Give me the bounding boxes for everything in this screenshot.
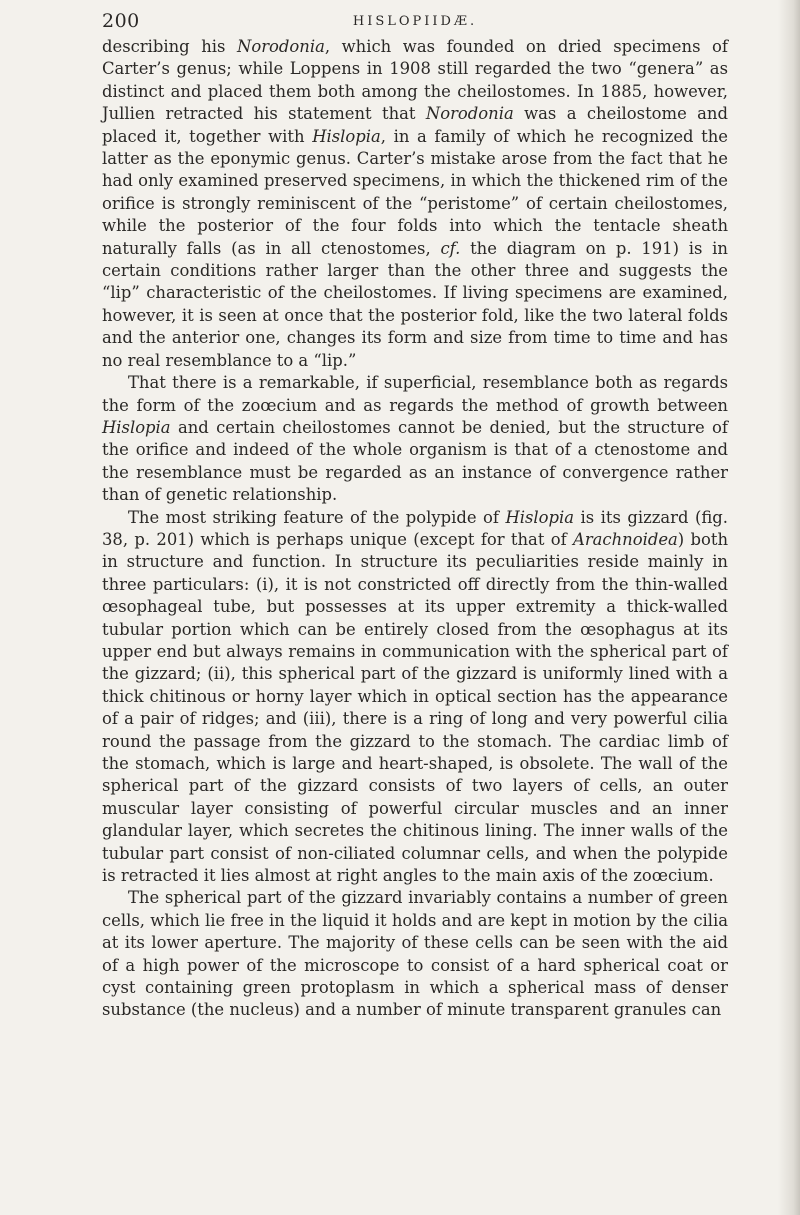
text-run: The most striking feature of the polypide of [128,507,506,527]
paragraph-1 [102,36,728,372]
text-run: That there is a remarkable, if superficial, resemblance both as regards the form of the zoœcium and as regards the method of growth between [102,373,728,415]
text-run: , which was founded on dried specimens of Carter’s genus; while Loppens in 1908 still regarded the two “genera” as distinct and placed them both among the cheilostomes. In 1885, however, Jullien retracted his statement that [102,37,728,124]
paragraph-3 [102,507,728,888]
text-run: , in a family of which he recognized the latter as the eponymic genus. Carter’s mistake arose from the fact that he had only examined preserved specimens, in which the thickened rim of the orifice is strongly reminiscent of the “peristome” of certain cheilostomes, while the posterior of the four folds into which the tentacle sheath naturally falls (as in all ctenostomes, [102,126,729,258]
paragraph-4 [102,887,728,1021]
italic-term: cf. [440,238,461,258]
page-edge-shadow [778,0,800,1215]
page-number: 200 [102,10,140,32]
text-run: The spherical part of the gizzard invariably contains a number of green cells, which lie free in the liquid it holds and are kept in motion by the cilia at its lower aperture. The majority of these cells can be seen with the aid of a high power of the microscope to consist of a hard spherical coat or cyst containing green protoplasm in which a spherical mass of denser substance (the nucleus) and a number of minute transparent granules can [102,888,728,1020]
paragraph-2 [102,372,728,506]
text-run: is its gizzard (fig. 38, p. 201) which is perhaps unique (except for that of [102,507,728,549]
italic-term: Hislopia [505,507,575,527]
text-run: was a cheilostome and placed it, together with [102,104,728,146]
italic-term: Arachnoidea [572,529,678,549]
italic-term: Hislopia [312,126,381,146]
text-run: the diagram on p. 191) is in certain conditions rather larger than the other three and suggests the “lip” characteristic of the cheilostomes. If living specimens are examined, however, it is seen at once that the posterior fold, like the two lateral folds and the anterior one, changes its form and size from time to time and has no real resemblance to a “lip.” [102,238,728,370]
italic-term: Norodonia [237,37,325,56]
italic-term: Hislopia [102,417,171,437]
body-text [102,36,728,1022]
text-run: describing his [102,37,238,56]
running-title: HISLOPIIDÆ. [352,14,478,29]
text-run: ) both in structure and function. In structure its peculiarities reside mainly in three particulars: (i), it is not constricted off directly from the thin-walled œsophageal tube, but possesses at its upper extremity a thick-walled tubular portion which can be entirely closed from the œsophagus at its upper end but always remains in communication with the spherical part of the gizzard; (ii), this spherical part of the gizzard is uniformly lined with a thick chitinous or horny layer which in optical section has the appearance of a pair of ridges; and (iii), there is a ring of long and very powerful cilia round the passage from the gizzard to the stomach. The cardiac limb of the stomach, which is large and heart-shaped, is obsolete. The wall of the spherical part of the gizzard consists of two layers of cells, an outer muscular layer consisting of powerful circular muscles and an inner glandular layer, which secretes the chitinous lining. The inner walls of the tubular part consist of non-ciliated columnar cells, and when the polypide is retracted it lies almost at right angles to the main axis of the zoœcium. [102,529,729,886]
text-run: and certain cheilostomes cannot be denied, but the structure of the orifice and indeed of the whole organism is that of a ctenostome and the resemblance must be regarded as an instance of convergence rather than of genetic relationship. [102,417,728,505]
italic-term: Norodonia [425,104,514,124]
running-head [102,8,728,36]
